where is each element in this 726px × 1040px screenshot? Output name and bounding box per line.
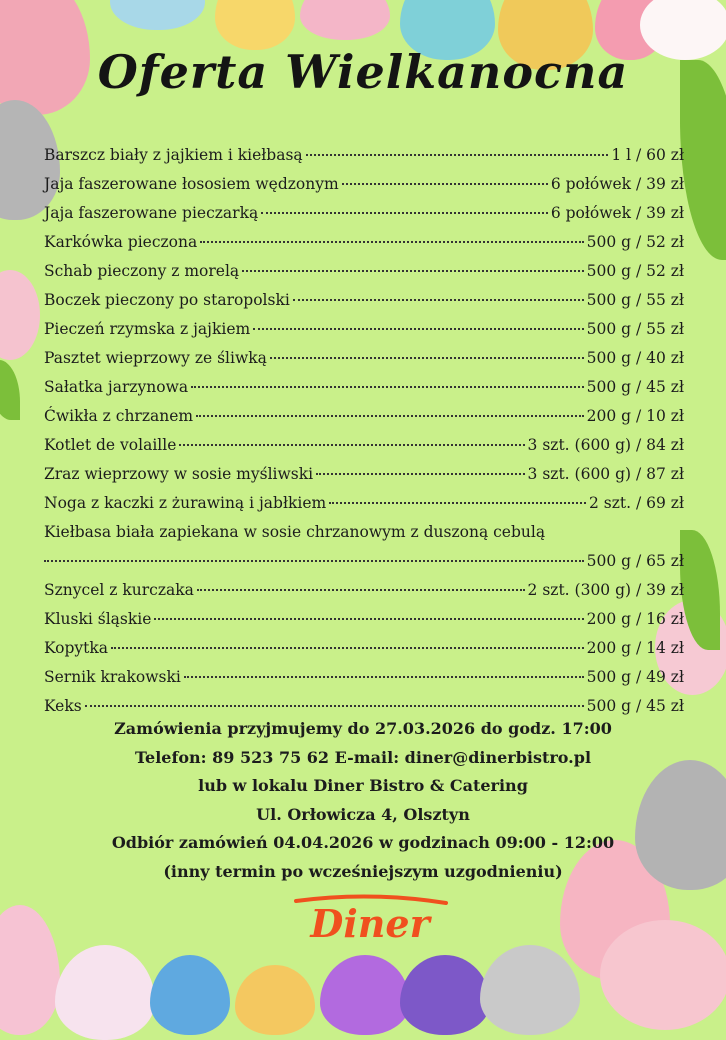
menu-item-name: Kiełbasa biała zapiekana w sosie chrzanowym z duszoną cebulą [44, 523, 546, 541]
address-line: Ul. Orłowicza 4, Olsztyn [256, 804, 470, 824]
menu-item-name: Kotlet de volaille [44, 436, 177, 454]
menu-item-name: Noga z kaczki z żurawiną i jabłkiem [44, 494, 327, 512]
dot-leader [154, 617, 583, 620]
dot-leader [261, 211, 548, 214]
page-title: Oferta Wielkanocna [97, 45, 629, 99]
dot-leader [329, 501, 586, 504]
easter-egg-decoration [400, 955, 490, 1035]
menu-item-name: Boczek pieczony po staropolski [44, 291, 290, 309]
menu-item-name: Sznycel z kurczaka [44, 581, 194, 599]
menu-item [44, 175, 684, 204]
easter-egg-decoration [0, 905, 60, 1035]
menu-item-name: Jaja faszerowane łososiem wędzonym [44, 175, 339, 193]
order-deadline: Zamówienia przyjmujemy do 27.03.2026 do godz. 17:00 [114, 719, 612, 738]
menu-item-name: Pieczeń rzymska z jajkiem [44, 320, 251, 338]
menu-item-price: 2 szt. / 69 zł [589, 494, 684, 512]
venue-line: lub w lokalu Diner Bistro & Catering [198, 776, 528, 795]
menu-item-price: 500 g / 45 zł [586, 378, 684, 396]
menu-item-name: Zraz wieprzowy w sosie myśliwski [44, 465, 314, 483]
easter-egg-decoration [110, 0, 205, 30]
menu-item-continuation [44, 552, 684, 581]
dot-leader [306, 153, 609, 156]
menu-list [44, 146, 684, 726]
dot-leader [191, 385, 584, 388]
menu-item [44, 668, 684, 697]
dot-leader [85, 704, 584, 707]
menu-item [44, 610, 684, 639]
menu-item [44, 523, 684, 552]
menu-item-price: 200 g / 16 zł [586, 610, 684, 628]
menu-item-name: Jaja faszerowane pieczarką [44, 204, 259, 222]
menu-item-price: 2 szt. (300 g) / 39 zł [527, 581, 684, 599]
dot-leader [253, 327, 583, 330]
menu-item-price: 500 g / 45 zł [586, 697, 684, 715]
menu-item [44, 494, 684, 523]
dot-leader [197, 588, 525, 591]
menu-item [44, 378, 684, 407]
menu-item-price: 6 połówek / 39 zł [550, 175, 684, 193]
menu-item-price: 500 g / 40 zł [586, 349, 684, 367]
menu-item-name: Karkówka pieczona [44, 233, 198, 251]
dot-leader [179, 443, 524, 446]
easter-egg-decoration [150, 955, 230, 1035]
menu-item-price: 500 g / 55 zł [586, 320, 684, 338]
easter-egg-decoration [215, 0, 295, 50]
menu-item-name: Keks [44, 697, 82, 715]
easter-egg-decoration [55, 945, 155, 1040]
menu-item-price: 3 szt. (600 g) / 87 zł [527, 465, 684, 483]
contact-line: Telefon: 89 523 75 62 E-mail: diner@dinerbistro.pl [134, 747, 592, 767]
pickup-line: Odbiór zamówień 04.04.2026 w godzinach 09:00 - 12:00 [111, 833, 615, 852]
menu-item-price: 500 g / 49 zł [586, 668, 684, 686]
menu-item [44, 639, 684, 668]
menu-item [44, 320, 684, 349]
menu-item-price: 6 połówek / 39 zł [550, 204, 684, 222]
dot-leader [293, 298, 584, 301]
menu-item-price: 500 g / 52 zł [586, 262, 684, 280]
easter-egg-decoration [480, 945, 580, 1035]
easter-egg-decoration [320, 955, 410, 1035]
menu-item [44, 349, 684, 378]
menu-item-price: 500 g / 52 zł [586, 233, 684, 251]
menu-item-price: 500 g / 55 zł [586, 291, 684, 309]
menu-item-name: Barszcz biały z jajkiem i kiełbasą [44, 146, 303, 164]
logo-text: Diner [310, 901, 430, 946]
menu-item-name: Sałatka jarzynowa [44, 378, 189, 396]
menu-item [44, 436, 684, 465]
menu-item-name: Schab pieczony z morelą [44, 262, 240, 280]
flower-decoration [0, 270, 40, 360]
easter-egg-decoration [235, 965, 315, 1035]
menu-item-name: Ćwikła z chrzanem [44, 407, 194, 425]
pickup-note: (inny termin po wcześniejszym uzgodnieniu) [163, 861, 563, 881]
dot-leader [184, 675, 584, 678]
menu-item [44, 233, 684, 262]
diner-logo [290, 893, 450, 949]
dot-leader [44, 559, 584, 562]
easter-egg-decoration [300, 0, 390, 40]
menu-item-name: Pasztet wieprzowy ze śliwką [44, 349, 267, 367]
dot-leader [111, 646, 584, 649]
menu-item [44, 146, 684, 175]
flower-decoration [600, 920, 726, 1030]
dot-leader [270, 356, 584, 359]
menu-item-name: Kluski śląskie [44, 610, 152, 628]
menu-item-price: 200 g / 10 zł [586, 407, 684, 425]
menu-item [44, 204, 684, 233]
menu-item-price: 200 g / 14 zł [586, 639, 684, 657]
menu-item [44, 291, 684, 320]
dot-leader [242, 269, 583, 272]
menu-item-name: Sernik krakowski [44, 668, 181, 686]
menu-item-price: 1 l / 60 zł [611, 146, 684, 164]
dot-leader [196, 414, 584, 417]
dot-leader [316, 472, 524, 475]
menu-item [44, 465, 684, 494]
dot-leader [200, 240, 583, 243]
leaf-decoration [0, 360, 20, 420]
menu-item-name: Kopytka [44, 639, 109, 657]
menu-item [44, 262, 684, 291]
order-info [0, 715, 726, 886]
menu-item-price: 3 szt. (600 g) / 84 zł [527, 436, 684, 454]
dot-leader [342, 182, 548, 185]
menu-item-price: 500 g / 65 zł [586, 552, 684, 570]
menu-item [44, 581, 684, 610]
menu-item [44, 407, 684, 436]
